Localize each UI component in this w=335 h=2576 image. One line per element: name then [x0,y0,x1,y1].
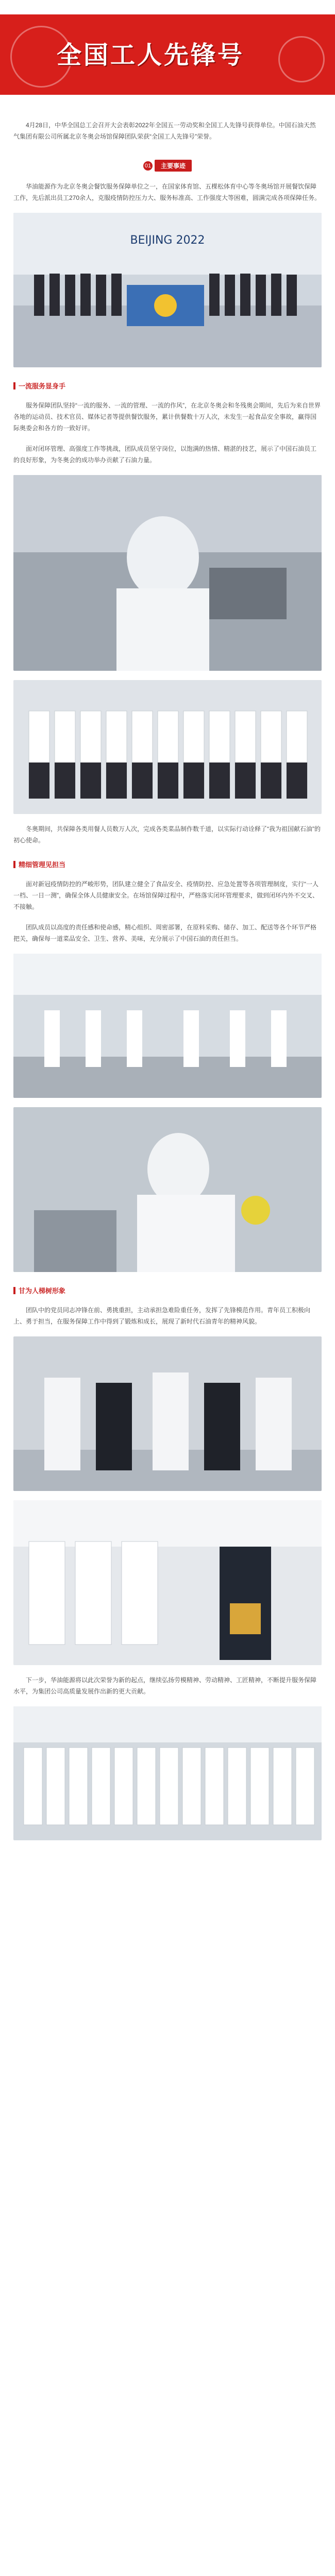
subsection-heading [0,1285,335,1295]
workers-photo [13,1336,322,1491]
banner-title: 全国工人先锋号 [57,42,245,69]
paragraph: 团队成员以高度的责任感和使命感，精心组织、周密部署，在原料采购、储存、加工、配送等各个环节严格把关，确保每一道菜品安全、卫生、营养、美味，充分展示了中国石油的责任担当。 [13,924,317,942]
subsection-label: 精细管理见担当 [19,861,66,869]
subsection-heading [0,381,335,391]
header-banner [0,0,335,108]
subsection-bar [13,382,15,389]
final-team-photo [13,1706,322,1840]
cleaning-photo [13,1107,322,1272]
banner-top-strip [0,0,335,14]
subsection-bar [13,861,15,868]
section-heading [0,160,335,172]
paragraph: 下一步，华油能源将以此次荣誉为新的起点，继续弘扬劳模精神、劳动精神、工匠精神，不断提升服务保障水平，为集团公司高质量发展作出新的更大贡献。 [13,1676,317,1695]
team-photo [13,680,322,814]
worker-photo [13,475,322,671]
paragraph: 冬奥期间，共保障各类用餐人员数万人次，完成各类菜品制作数千道，以实际行动诠释了“我为祖国献石油”的初心使命。 [13,825,321,844]
kitchen-photo [13,954,322,1098]
mascot-photo-image [13,1500,322,1665]
subsection-label: 一流服务显身手 [19,382,66,390]
banner-decoration [278,36,325,82]
paragraph: 服务保障团队坚持“一流的服务、一流的管理、一流的作风”，在北京冬奥会和冬残奥会期间，先后为来自世界各地的运动员、技术官员、媒体记者等提供餐饮服务，累计供餐数十万人次，未发生一起食品安全事故，赢得国际奥委会和各方的一致好评。 [13,402,321,432]
paragraph: 华油能源作为北京冬奥会餐饮服务保障单位之一，在国家体育馆、五棵松体育中心等冬奥场馆开展餐饮保障工作，先后派出员工270余人，克服疫情防控压力大、服务标准高、工作强度大等困难，圆满完成各项保障任务。 [13,183,321,201]
section-number: 01 [143,161,153,171]
venue-banner-text: BEIJING 2022 [130,234,205,247]
section-label: 主要事迹 [155,160,192,172]
paragraph: 团队中的党员同志冲锋在前、勇挑重担，主动承担急难险重任务，发挥了先锋模范作用。青年员工积极向上、勇于担当，在服务保障工作中得到了锻炼和成长，展现了新时代石油青年的精神风貌。 [13,1307,311,1325]
paragraph: 面对闭环管理、高强度工作等挑战，团队成员坚守岗位，以饱满的热情、精湛的技艺，展示了中国石油员工的良好形象，为冬奥会的成功举办贡献了石油力量。 [13,445,317,464]
mascot-photo [13,1500,322,1665]
banner-bottom-strip [0,95,335,108]
group-photo [13,213,322,367]
worker-photo-image [13,475,322,671]
final-team-photo-image [13,1706,322,1840]
subsection-bar [13,1287,15,1294]
group-photo-image [13,213,322,367]
cleaning-photo-image [13,1107,322,1272]
workers-photo-image [13,1336,322,1491]
intro-paragraph: 4月28日，中华全国总工会召开大会表彰2022年全国五一劳动奖和全国工人先锋号获得单位。中国石油天然气集团有限公司所属北京冬奥会场馆保障团队荣获“全国工人先锋号”荣誉。 [13,122,316,140]
team-photo-image [13,680,322,814]
subsection-label: 甘为人梯树形象 [19,1287,66,1295]
subsection-heading [0,859,335,869]
kitchen-photo-image [13,954,322,1098]
paragraph: 面对新冠疫情防控的严峻形势，团队建立健全了食品安全、疫情防控、应急处置等各项管理制度，实行“一人一档、一日一测”，确保全体人员健康安全。在场馆保障过程中，严格落实闭环管理要求，做到闭环内外不交叉、不接触。 [13,880,319,910]
